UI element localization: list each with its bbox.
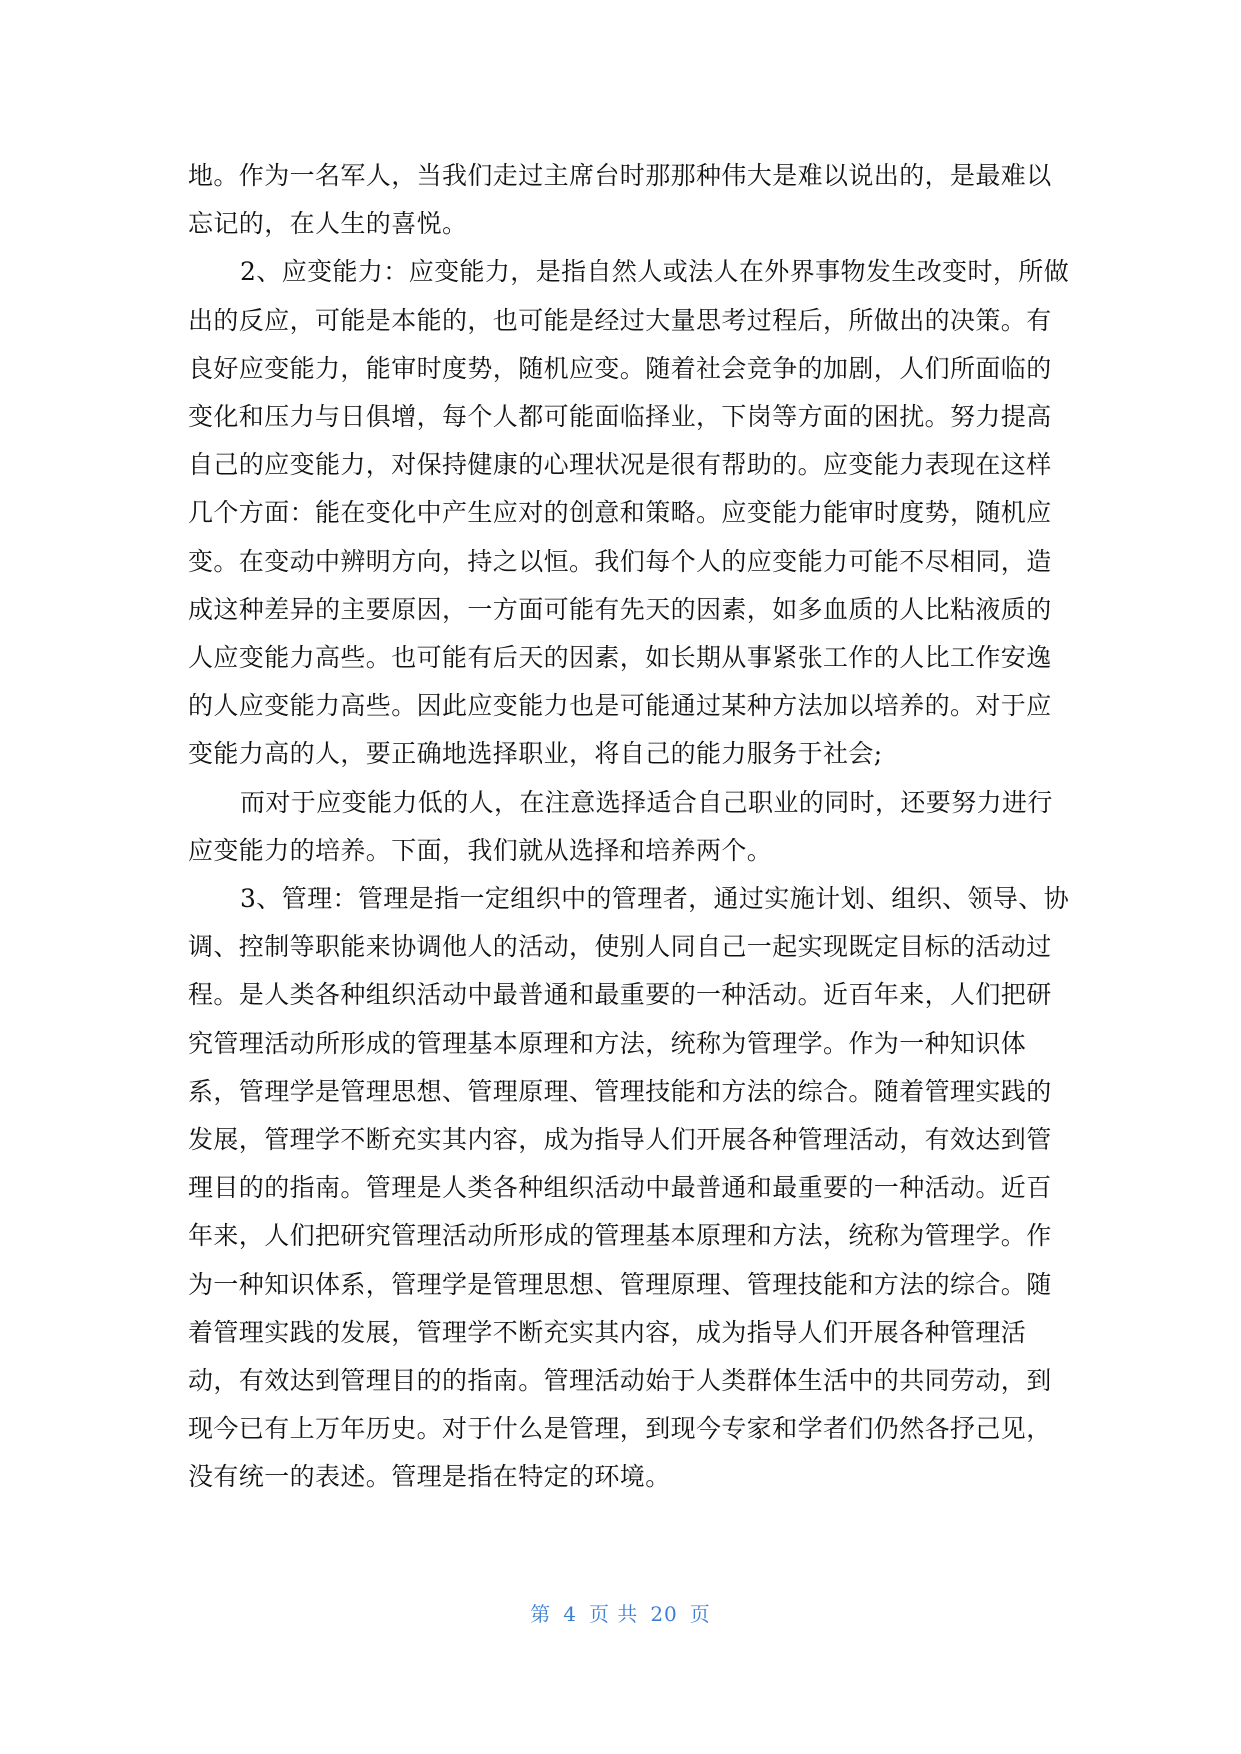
paragraph-line: 的人应变能力高些。因此应变能力也是可能通过某种方法加以培养的。对于应	[188, 691, 1052, 721]
paragraph-line: 没有统一的表述。管理是指在特定的环境。	[188, 1462, 671, 1492]
paragraph-line: 变化和压力与日俱增，每个人都可能面临择业，下岗等方面的困扰。努力提高	[188, 402, 1052, 432]
total-pages-number: 20	[650, 1602, 678, 1626]
paragraph-line: 良好应变能力，能审时度势，随机应变。随着社会竞争的加剧，人们所面临的	[188, 353, 1052, 383]
paragraph-line: 现今已有上万年历史。对于什么是管理，到现今专家和学者们仍然各抒己见，	[188, 1414, 1052, 1444]
paragraph-line: 出的反应，可能是本能的，也可能是经过大量思考过程后，所做出的决策。有	[188, 305, 1052, 335]
paragraph-line: 自己的应变能力，对保持健康的心理状况是很有帮助的。应变能力表现在这样	[188, 450, 1052, 480]
footer-middle: 页 共	[588, 1602, 639, 1626]
paragraph-line: 2、应变能力：应变能力，是指自然人或法人在外界事物发生改变时，所做	[240, 257, 1070, 287]
paragraph-line: 变能力高的人，要正确地选择职业，将自己的能力服务于社会;	[188, 739, 883, 769]
paragraph-line: 变。在变动中辨明方向，持之以恒。我们每个人的应变能力可能不尽相同，造	[188, 546, 1052, 576]
paragraph-line: 地。作为一名军人，当我们走过主席台时那那种伟大是难以说出的，是最难以	[188, 161, 1052, 190]
paragraph-2-adaptability	[188, 248, 1070, 778]
paragraph-line: 忘记的，在人生的喜悦。	[188, 209, 468, 239]
paragraph-4-management	[188, 875, 1070, 1502]
paragraph-line: 理目的的指南。管理是人类各种组织活动中最普通和最重要的一种活动。近百	[188, 1173, 1052, 1203]
paragraph-line: 着管理实践的发展，管理学不断充实其内容，成为指导人们开展各种管理活	[188, 1317, 1027, 1347]
paragraph-line: 为一种知识体系，管理学是管理思想、管理原理、管理技能和方法的综合。随	[188, 1269, 1052, 1299]
paragraph-3	[188, 779, 1053, 875]
current-page-number: 4	[563, 1602, 577, 1626]
document-body	[188, 152, 1070, 1502]
paragraph-line: 发展，管理学不断充实其内容，成为指导人们开展各种管理活动，有效达到管	[188, 1125, 1052, 1155]
footer-prefix: 第	[530, 1602, 552, 1626]
paragraph-line: 几个方面：能在变化中产生应对的创意和策略。应变能力能审时度势，随机应	[188, 498, 1052, 528]
paragraph-line: 动，有效达到管理目的的指南。管理活动始于人类群体生活中的共同劳动，到	[188, 1366, 1052, 1396]
paragraph-line: 究管理活动所形成的管理基本原理和方法，统称为管理学。作为一种知识体	[188, 1028, 1027, 1058]
paragraph-line: 应变能力的培养。下面，我们就从选择和培养两个。	[188, 835, 773, 865]
paragraph-line: 而对于应变能力低的人，在注意选择适合自己职业的同时，还要努力进行	[240, 787, 1053, 817]
paragraph-line: 年来，人们把研究管理活动所形成的管理基本原理和方法，统称为管理学。作	[188, 1221, 1052, 1251]
paragraph-line: 系，管理学是管理思想、管理原理、管理技能和方法的综合。随着管理实践的	[188, 1076, 1052, 1106]
paragraph-line: 人应变能力高些。也可能有后天的因素，如长期从事紧张工作的人比工作安逸	[188, 643, 1052, 673]
paragraph-1	[188, 152, 1052, 248]
paragraph-line: 调、控制等职能来协调他人的活动，使别人同自己一起实现既定目标的活动过	[188, 932, 1052, 962]
page-number-footer	[0, 1598, 1241, 1627]
paragraph-line: 3、管理：管理是指一定组织中的管理者，通过实施计划、组织、领导、协	[240, 884, 1070, 914]
paragraph-line: 程。是人类各种组织活动中最普通和最重要的一种活动。近百年来，人们把研	[188, 980, 1052, 1010]
footer-suffix: 页	[689, 1602, 711, 1626]
paragraph-line: 成这种差异的主要原因，一方面可能有先天的因素，如多血质的人比粘液质的	[188, 594, 1052, 624]
